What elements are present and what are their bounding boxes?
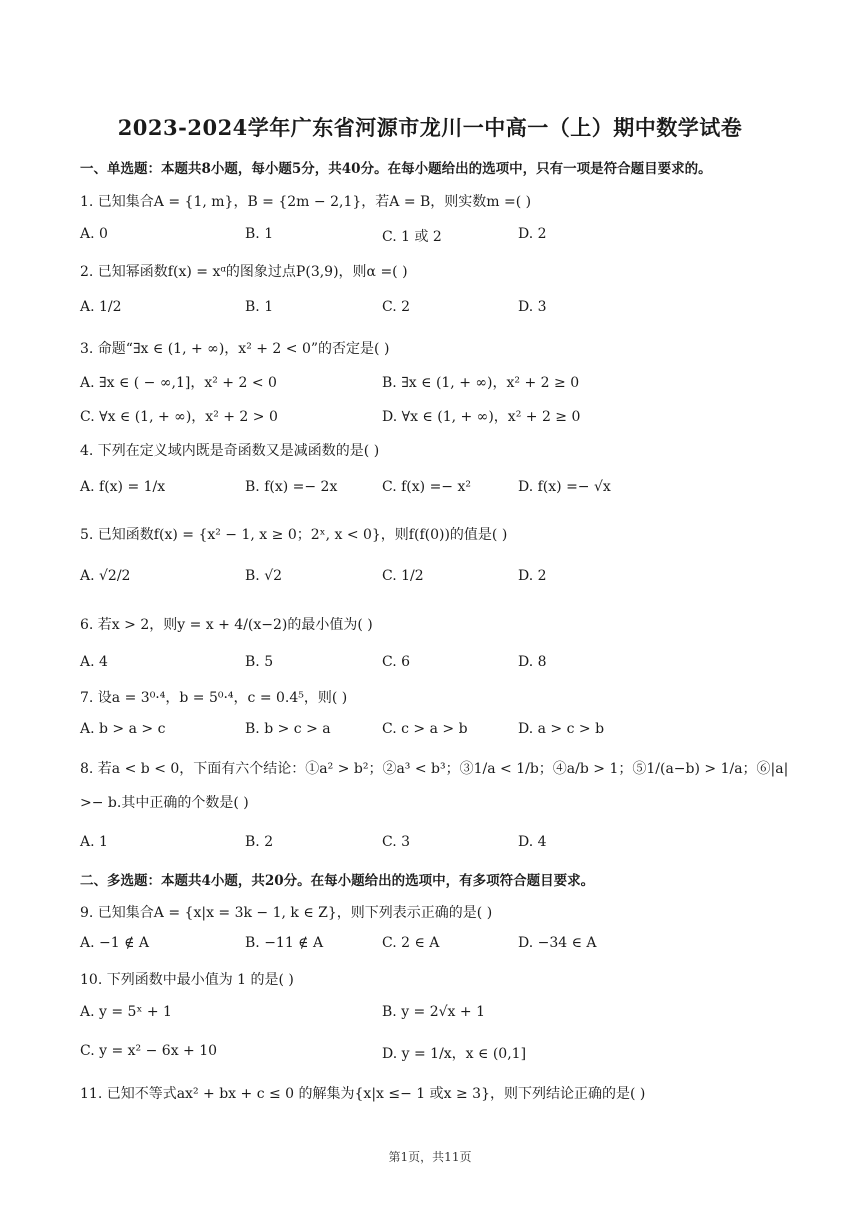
- option-d: D. a > c > b: [518, 721, 605, 737]
- option-b: B. 2: [245, 834, 274, 850]
- option-a: A. −1 ∉ A: [80, 935, 150, 951]
- option-b: B. 1: [245, 299, 274, 315]
- option-d: D. 8: [518, 654, 547, 670]
- option-b: B. 1: [245, 226, 274, 242]
- option-d: D. 2: [518, 568, 547, 584]
- option-a: A. b > a > c: [80, 721, 166, 737]
- section-heading-single-choice: 一、单选题：本题共8小题，每小题5分，共40分。在每小题给出的选项中，只有一项是符合题目要求的。: [80, 161, 712, 177]
- option-b: B. −11 ∉ A: [245, 935, 324, 951]
- option-c: C. 3: [382, 834, 411, 850]
- question-stem: 1. 已知集合A = {1, m}，B = {2m − 2,1}，若A = B，则实数m =( ): [80, 194, 532, 210]
- option-d: D. −34 ∈ A: [518, 935, 597, 951]
- option-d: D. y = 1/x，x ∈ (0,1]: [382, 1046, 527, 1062]
- option-b: B. √2: [245, 568, 283, 584]
- question-stem: 10. 下列函数中最小值为 1 的是( ): [80, 972, 294, 988]
- question-stem: 7. 设a = 3⁰·⁴，b = 5⁰·⁴，c = 0.4⁵，则( ): [80, 690, 348, 706]
- option-a: A. f(x) = 1/x: [80, 479, 166, 495]
- option-b: B. b > c > a: [245, 721, 331, 737]
- option-c: C. 1/2: [382, 568, 424, 584]
- page-title: 2023-2024学年广东省河源市龙川一中高一（上）期中数学试卷: [117, 115, 743, 140]
- option-b: B. 5: [245, 654, 274, 670]
- option-c: C. ∀x ∈ (1, + ∞)，x² + 2 > 0: [80, 409, 278, 425]
- option-d: D. 2: [518, 226, 547, 242]
- option-d: D. ∀x ∈ (1, + ∞)，x² + 2 ≥ 0: [382, 409, 581, 425]
- section-heading-multiple-choice: 二、多选题：本题共4小题，共20分。在每小题给出的选项中，有多项符合题目要求。: [80, 873, 595, 889]
- option-b: B. y = 2√x + 1: [382, 1004, 485, 1020]
- option-c: C. 2: [382, 299, 411, 315]
- option-a: A. 4: [80, 654, 108, 670]
- question-stem: 9. 已知集合A = {x|x = 3k − 1, k ∈ Z}，则下列表示正确的是( ): [80, 905, 493, 921]
- question-stem: 2. 已知幂函数f(x) = xᵅ的图象过点P(3,9)，则α =( ): [80, 264, 408, 280]
- option-c: C. 6: [382, 654, 411, 670]
- question-stem: 6. 若x > 2，则y = x + 4/(x−2)的最小值为( ): [80, 617, 373, 633]
- option-a: A. 1/2: [80, 299, 122, 315]
- question-stem: 5. 已知函数f(x) = {x² − 1, x ≥ 0；2ˣ, x < 0}，则f(f(0))的值是( ): [80, 527, 508, 543]
- option-d: D. 4: [518, 834, 547, 850]
- option-c: C. c > a > b: [382, 721, 468, 737]
- option-a: A. √2/2: [80, 568, 131, 584]
- question-stem: 8. 若a < b < 0，下面有六个结论：①a² > b²；②a³ < b³；③1/a < 1/b；④a/b > 1；⑤1/(a−b) > 1/a；⑥|a| >− b.其中正确的个数是( ): [80, 761, 789, 811]
- page-footer: 第1页，共11页: [388, 1150, 472, 1164]
- option-c: C. 2 ∈ A: [382, 935, 440, 951]
- option-c: C. 1 或 2: [382, 229, 442, 245]
- option-a: A. 0: [80, 226, 108, 242]
- option-a: A. 1: [80, 834, 108, 850]
- option-b: B. f(x) =− 2x: [245, 479, 338, 495]
- option-d: D. 3: [518, 299, 547, 315]
- option-b: B. ∃x ∈ (1, + ∞)，x² + 2 ≥ 0: [382, 375, 580, 391]
- option-c: C. y = x² − 6x + 10: [80, 1043, 218, 1059]
- option-d: D. f(x) =− √x: [518, 479, 611, 495]
- question-stem: 11. 已知不等式ax² + bx + c ≤ 0 的解集为{x|x ≤− 1 或x ≥ 3}，则下列结论正确的是( ): [80, 1086, 646, 1102]
- question-stem: 4. 下列在定义域内既是奇函数又是减函数的是( ): [80, 443, 380, 459]
- option-a: A. y = 5ˣ + 1: [80, 1004, 172, 1020]
- option-a: A. ∃x ∈ ( − ∞,1]，x² + 2 < 0: [80, 375, 277, 391]
- option-c: C. f(x) =− x²: [382, 479, 471, 495]
- question-stem: 3. 命题“∃x ∈ (1, + ∞)，x² + 2 < 0”的否定是( ): [80, 341, 390, 357]
